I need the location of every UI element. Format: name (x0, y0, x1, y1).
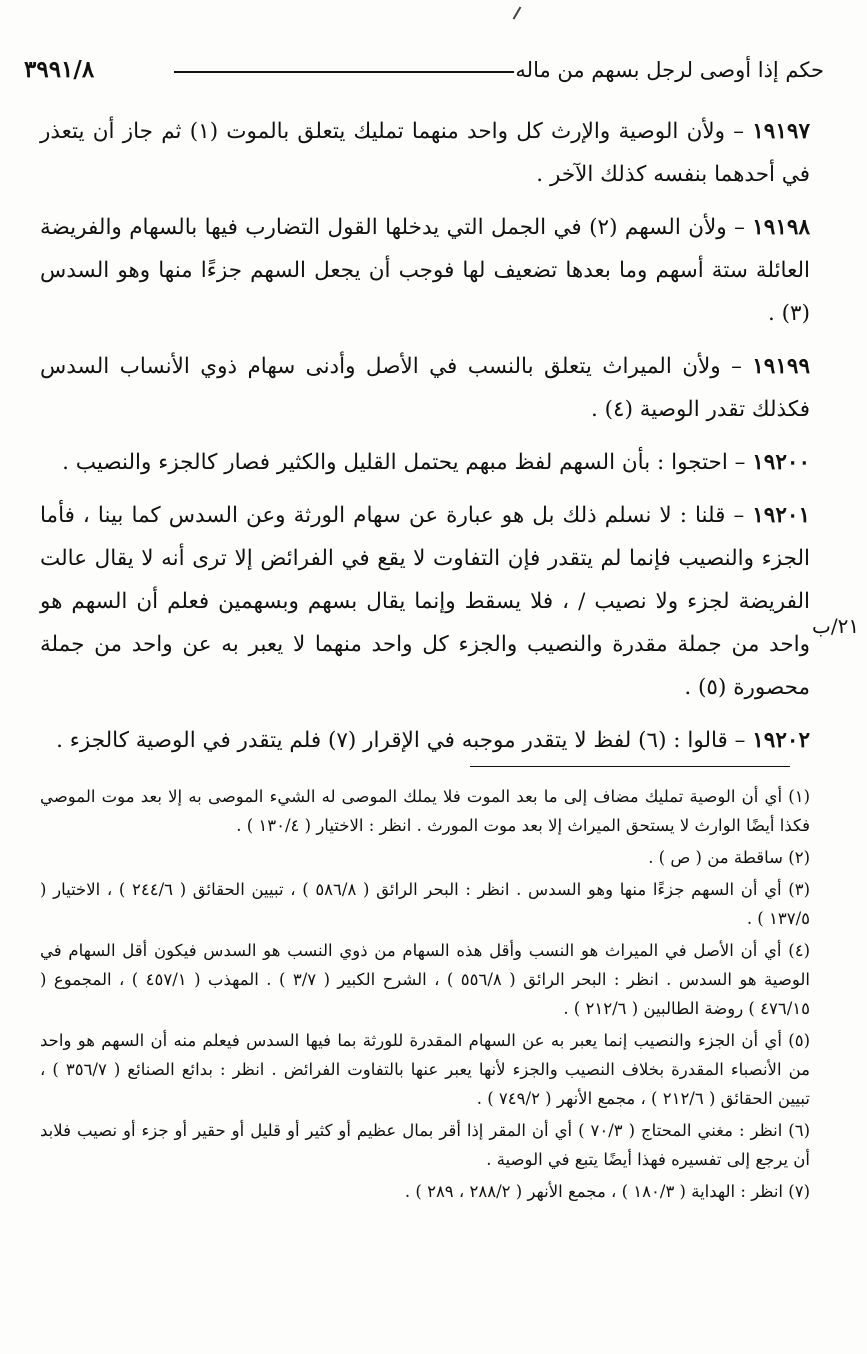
paragraph (40, 494, 810, 709)
paragraph-number: ١٩١٩٨ (752, 215, 810, 240)
pen-mark (513, 6, 522, 19)
header-rule (174, 71, 514, 73)
paragraph (40, 345, 810, 431)
paragraph-number: ١٩٢٠٠ (752, 450, 810, 475)
paragraph-text: – قلنا : لا نسلم ذلك بل هو عبارة عن سهام الورثة وعن السدس كما بينا ، فأما الجزء والنصيب فإنما لم يتقدر فإن التفاوت لا يقع في الفرائض إلا ترى أنه لا يقال عالت الفريضة لجزء ولا نصيب / ، فلا يسقط وإنما يقال بسهم وبسهمين فعلم أن السهم هو واحد من جملة مقدرة والنصيب والجزء كل واحد منهما لا يعبر به عن واحد من جملة محصورة (٥) . (40, 503, 810, 700)
footnote: (٧) انظر : الهداية ( ١٨٠/٣ ) ، مجمع الأنهر ( ٢٨٨/٢ ، ٢٨٩ ) . (404, 1182, 810, 1201)
paragraph-text: – ولأن الميراث يتعلق بالنسب في الأصل وأدنى سهام ذوي الأنساب السدس فكذلك تقدر الوصية (٤) . (40, 354, 810, 422)
paragraph-text: – ولأن السهم (٢) في الجمل التي يدخلها القول التضارب فيها بالسهام والفريضة العائلة ستة أسهم وما بعدها تضعيف لها فوجب أن يجعل السهم جزءًا منها وهو السدس (٣) . (40, 215, 810, 326)
footnote: (٣) أي أن السهم جزءًا منها وهو السدس . انظر : البحر الرائق ( ٥٨٦/٨ ) ، تبيين الحقائق ( ٢٤٤/٦ ) ، الاختيار ( ١٣٧/٥ ) . (40, 880, 810, 928)
page-header (24, 58, 824, 94)
paragraph (40, 441, 810, 484)
footnote: (٤) أي أن الأصل في الميراث هو النسب وأقل هذه السهام من ذوي النسب هو السدس فيكون أقل السهام في الوصية هو السدس . انظر : البحر الرائق ( ٥٥٦/٨ ) ، الشرح الكبير ( ٣/٧ ) . المهذب ( ٤٥٧/١ ) ، المجموع ( ٤٧٦/١٥ ) روضة الطالبين ( ٢١٢/٦ ) . (40, 941, 811, 1018)
footnote-separator (470, 766, 790, 767)
footnote: (٥) أي أن الجزء والنصيب إنما يعبر به عن السهام المقدرة للورثة بما فيها السدس فيعلم منه أن السهم هو واحد من الأنصباء المقدرة بخلاف النصيب والجزء لأنها يعبر عنها بالتفاوت الفرائض . انظر : بدائع الصنائع ( ٣٥٦/٧ ) ، تبيين الحقائق ( ٢١٢/٦ ) ، مجمع الأنهر ( ٧٤٩/٢ ) . (40, 1031, 810, 1108)
main-text (40, 110, 810, 772)
page-reference: ٣٩٩١/٨ (24, 56, 95, 83)
footnote: (١) أي أن الوصية تمليك مضاف إلى ما بعد الموت فلا يملك الموصى له الشيء الموصى به إلا بعد موت الموصي فكذا أيضًا الوارث لا يستحق الميراث إلا بعد موت المورث . انظر : الاختيار ( ١٣٠/٤ ) . (40, 787, 810, 835)
paragraph-text: – ولأن الوصية والإرث كل واحد منهما تمليك يتعلق بالموت (١) ثم جاز أن يتعذر في أحدهما بنفسه كذلك الآخر . (40, 119, 810, 187)
paragraph-text: – احتجوا : بأن السهم لفظ مبهم يحتمل القليل والكثير فصار كالجزء والنصيب . (62, 450, 753, 475)
paragraph (40, 206, 810, 335)
paragraph-text: – قالوا : (٦) لفظ لا يتقدر موجبه في الإقرار (٧) فلم يتقدر في الوصية كالجزء . (56, 728, 753, 753)
manuscript-folio-note: ٢١/ب (812, 614, 860, 638)
paragraph (40, 110, 810, 196)
footnotes (40, 782, 810, 1209)
paragraph-number: ١٩٢٠٢ (752, 728, 810, 753)
footnote: (٢) ساقطة من ( ص ) . (648, 848, 810, 867)
paragraph-number: ١٩١٩٧ (752, 119, 810, 144)
paragraph (40, 719, 810, 762)
footnote: (٦) انظر : مغني المحتاج ( ٧٠/٣ ) أي أن المقر إذا أقر بمال عظيم أو كثير أو قليل أو حقير أو جزء أو نصيب فلابد أن يرجع إلى تفسيره فهذا أيضًا يتبع في الوصية . (40, 1121, 810, 1169)
paragraph-number: ١٩٢٠١ (752, 503, 810, 528)
running-title: حكم إذا أوصى لرجل بسهم من ماله (515, 58, 824, 82)
paragraph-number: ١٩١٩٩ (752, 354, 810, 379)
